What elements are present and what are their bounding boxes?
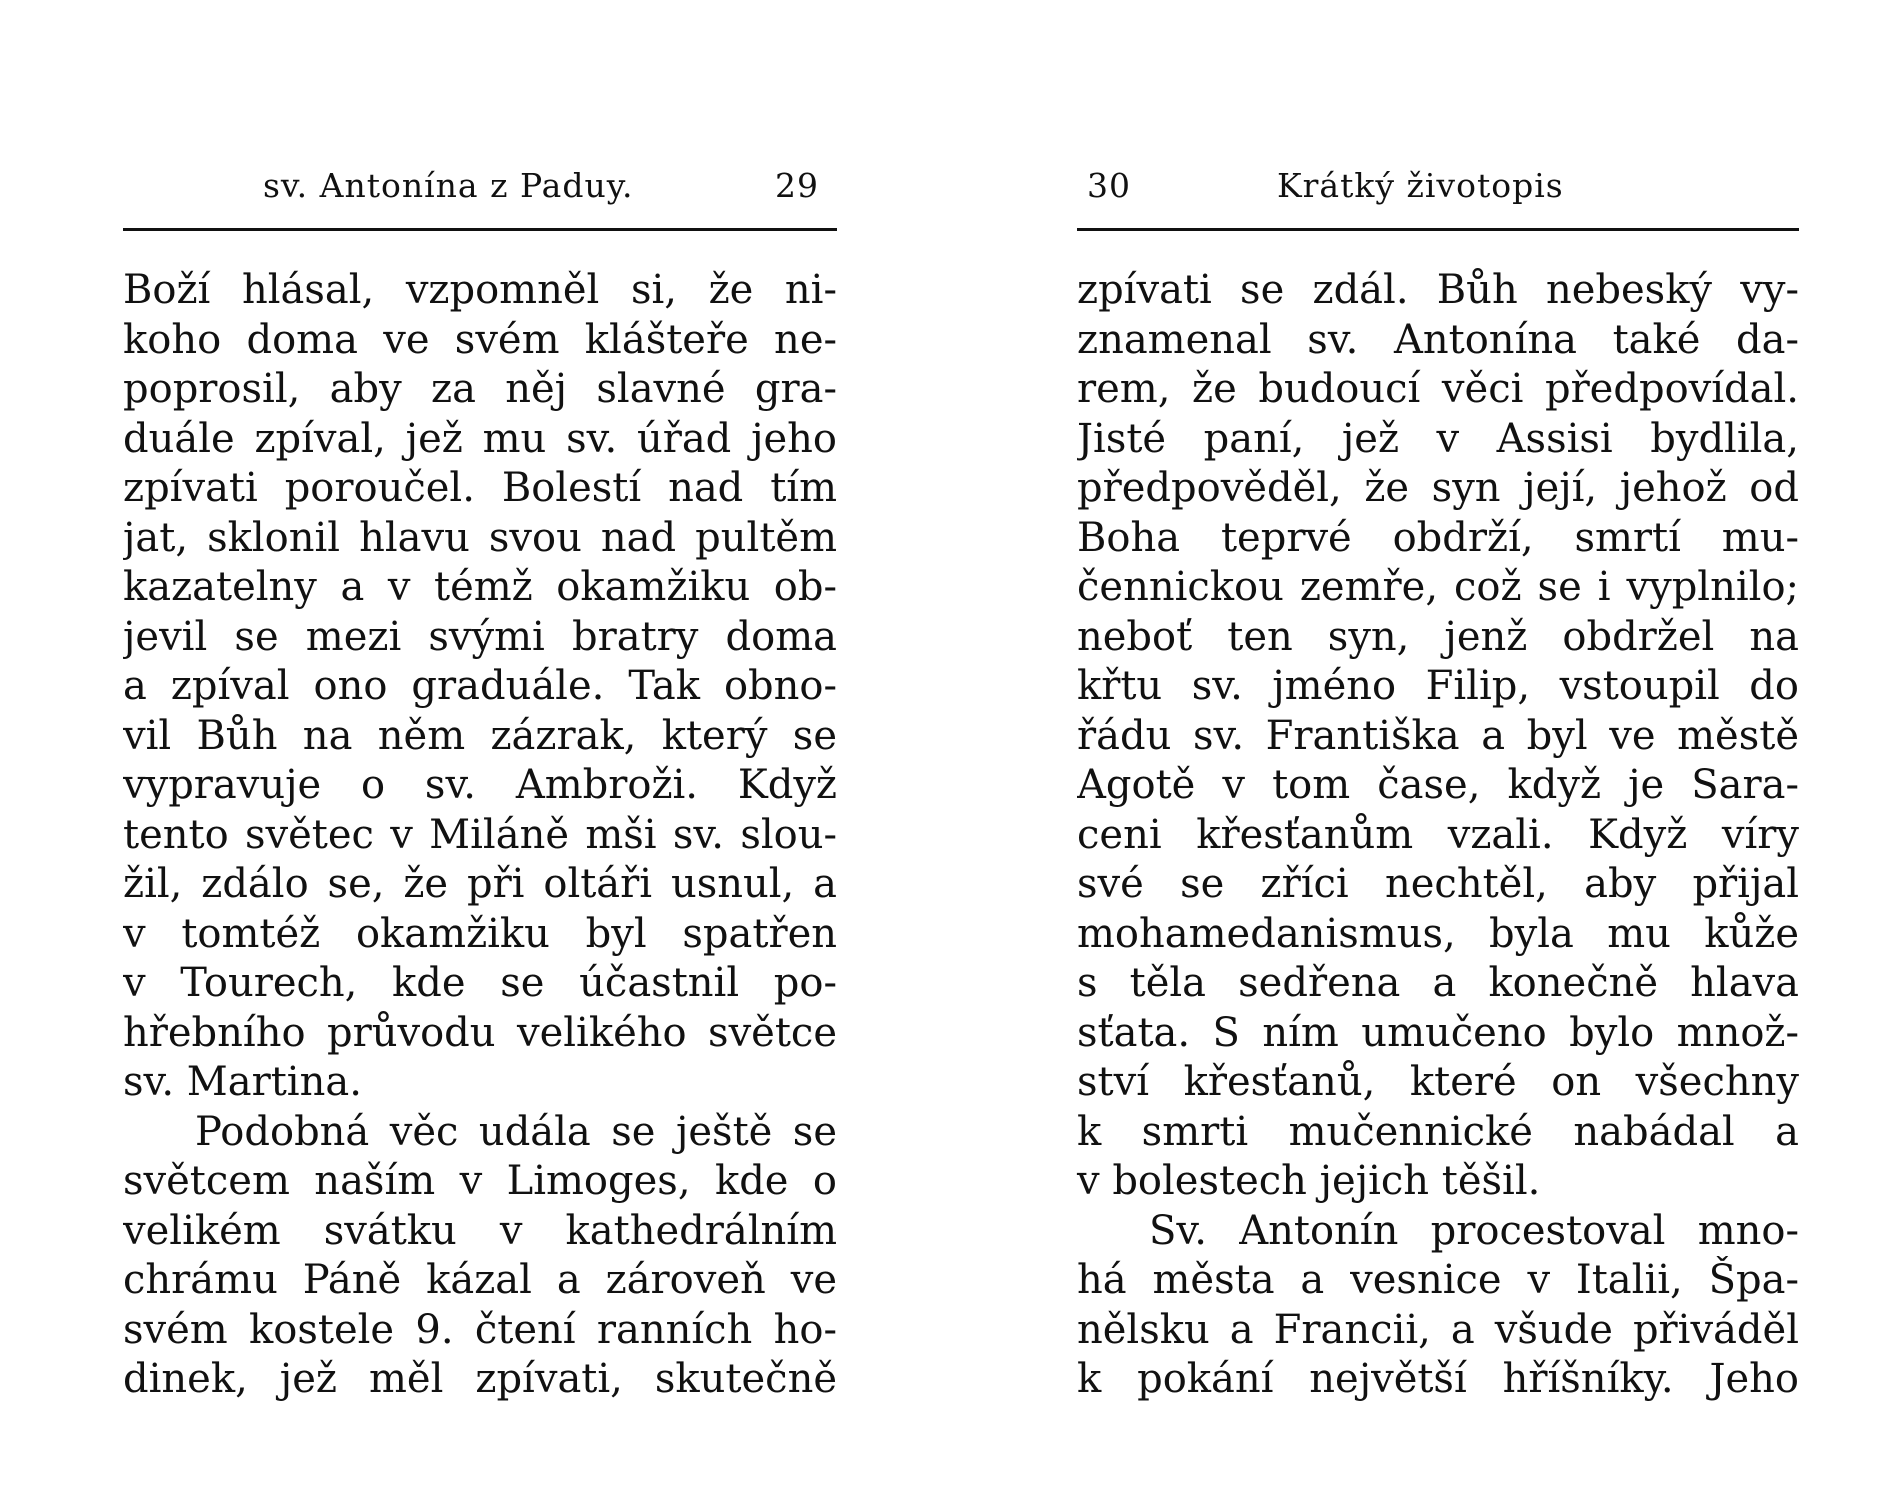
text-line: zpívati poroučel. Bolestí nad tím	[123, 465, 837, 511]
text-line: vypravuje o sv. Ambroži. Když	[123, 762, 837, 808]
text-line: ství křesťanů, které on všechny	[1077, 1059, 1799, 1105]
text-line: há města a vesnice v Italii, Špa-	[1077, 1257, 1799, 1303]
text-line: Sv. Antonín procestoval mno-	[1149, 1207, 1799, 1254]
text-line: jevil se mezi svými bratry doma	[123, 613, 837, 660]
right-page	[1077, 0, 1799, 1500]
text-line: předpověděl, že syn její, jehož od	[1077, 465, 1799, 511]
right-page-number: 30	[1087, 166, 1131, 205]
text-line: v tomtéž okamžiku byl spatřen	[123, 910, 837, 957]
text-line: znamenal sv. Antonína také da-	[1077, 316, 1799, 363]
text-line: dinek, jež měl zpívati, skutečně	[123, 1356, 837, 1402]
text-line: ceni křesťanům vzali. Když víry	[1077, 811, 1799, 858]
text-line: Podobná věc udála se ještě se	[195, 1108, 837, 1155]
text-line: neboť ten syn, jenž obdržel na	[1077, 613, 1799, 660]
text-line: své se zříci nechtěl, aby přijal	[1077, 861, 1799, 907]
text-line: kazatelny a v témž okamžiku ob-	[123, 564, 837, 610]
text-line: jat, sklonil hlavu svou nad pultěm	[123, 514, 837, 561]
text-line: řádu sv. Františka a byl ve městě	[1077, 712, 1799, 759]
text-line: světcem naším v Limoges, kde o	[123, 1158, 837, 1204]
text-line: nělsku a Francii, a všude přiváděl	[1077, 1306, 1799, 1353]
text-line: chrámu Páně kázal a zároveň ve	[123, 1257, 837, 1303]
text-line: hřebního průvodu velikého světce	[123, 1009, 837, 1056]
text-line: duále zpíval, jež mu sv. úřad jeho	[123, 415, 837, 462]
right-body-text	[1077, 266, 1799, 1405]
text-line: v Tourech, kde se účastnil po-	[123, 960, 837, 1006]
text-line: rem, že budoucí věci předpovídal.	[1077, 366, 1799, 412]
text-line: Boha teprvé obdrží, smrtí mu-	[1077, 514, 1799, 561]
text-line: sťata. S ním umučeno bylo množ-	[1077, 1009, 1799, 1056]
text-line: v bolestech jejich těšil.	[1077, 1158, 1541, 1204]
text-line: Jisté paní, jež v Assisi bydlila,	[1077, 415, 1799, 462]
text-line: Boží hlásal, vzpomněl si, že ni-	[123, 267, 837, 313]
text-line: žil, zdálo se, že při oltáři usnul, a	[123, 861, 837, 907]
left-page-number: 29	[775, 166, 819, 205]
text-line: svém kostele 9. čtení ranních ho-	[123, 1306, 837, 1353]
text-line: poprosil, aby za něj slavné gra-	[123, 366, 837, 412]
right-running-title: Krátký životopis	[1277, 166, 1564, 205]
text-line: zpívati se zdál. Bůh nebeský vy-	[1077, 267, 1799, 313]
text-line: čennickou zemře, což se i vyplnilo;	[1077, 564, 1799, 610]
left-page	[123, 0, 837, 1500]
text-line: k pokání největší hříšníky. Jeho	[1077, 1356, 1799, 1402]
text-line: křtu sv. jméno Filip, vstoupil do	[1077, 663, 1799, 709]
left-running-head	[123, 166, 837, 214]
left-header-rule	[123, 228, 837, 231]
text-line: velikém svátku v kathedrálním	[123, 1207, 837, 1254]
left-body-text	[123, 266, 837, 1405]
text-line: tento světec v Miláně mši sv. slou-	[123, 811, 837, 858]
text-line: vil Bůh na něm zázrak, který se	[123, 712, 837, 759]
right-header-rule	[1077, 228, 1799, 231]
text-line: koho doma ve svém klášteře ne-	[123, 316, 837, 363]
text-line: mohamedanismus, byla mu kůže	[1077, 910, 1799, 957]
text-line: s těla sedřena a konečně hlava	[1077, 960, 1799, 1006]
text-line: sv. Martina.	[123, 1059, 362, 1105]
text-line: a zpíval ono graduále. Tak obno-	[123, 663, 837, 709]
text-line: Agotě v tom čase, když je Sara-	[1077, 762, 1799, 808]
text-line: k smrti mučennické nabádal a	[1077, 1108, 1799, 1155]
left-running-title: sv. Antonína z Paduy.	[263, 166, 634, 205]
right-running-head	[1077, 166, 1799, 214]
